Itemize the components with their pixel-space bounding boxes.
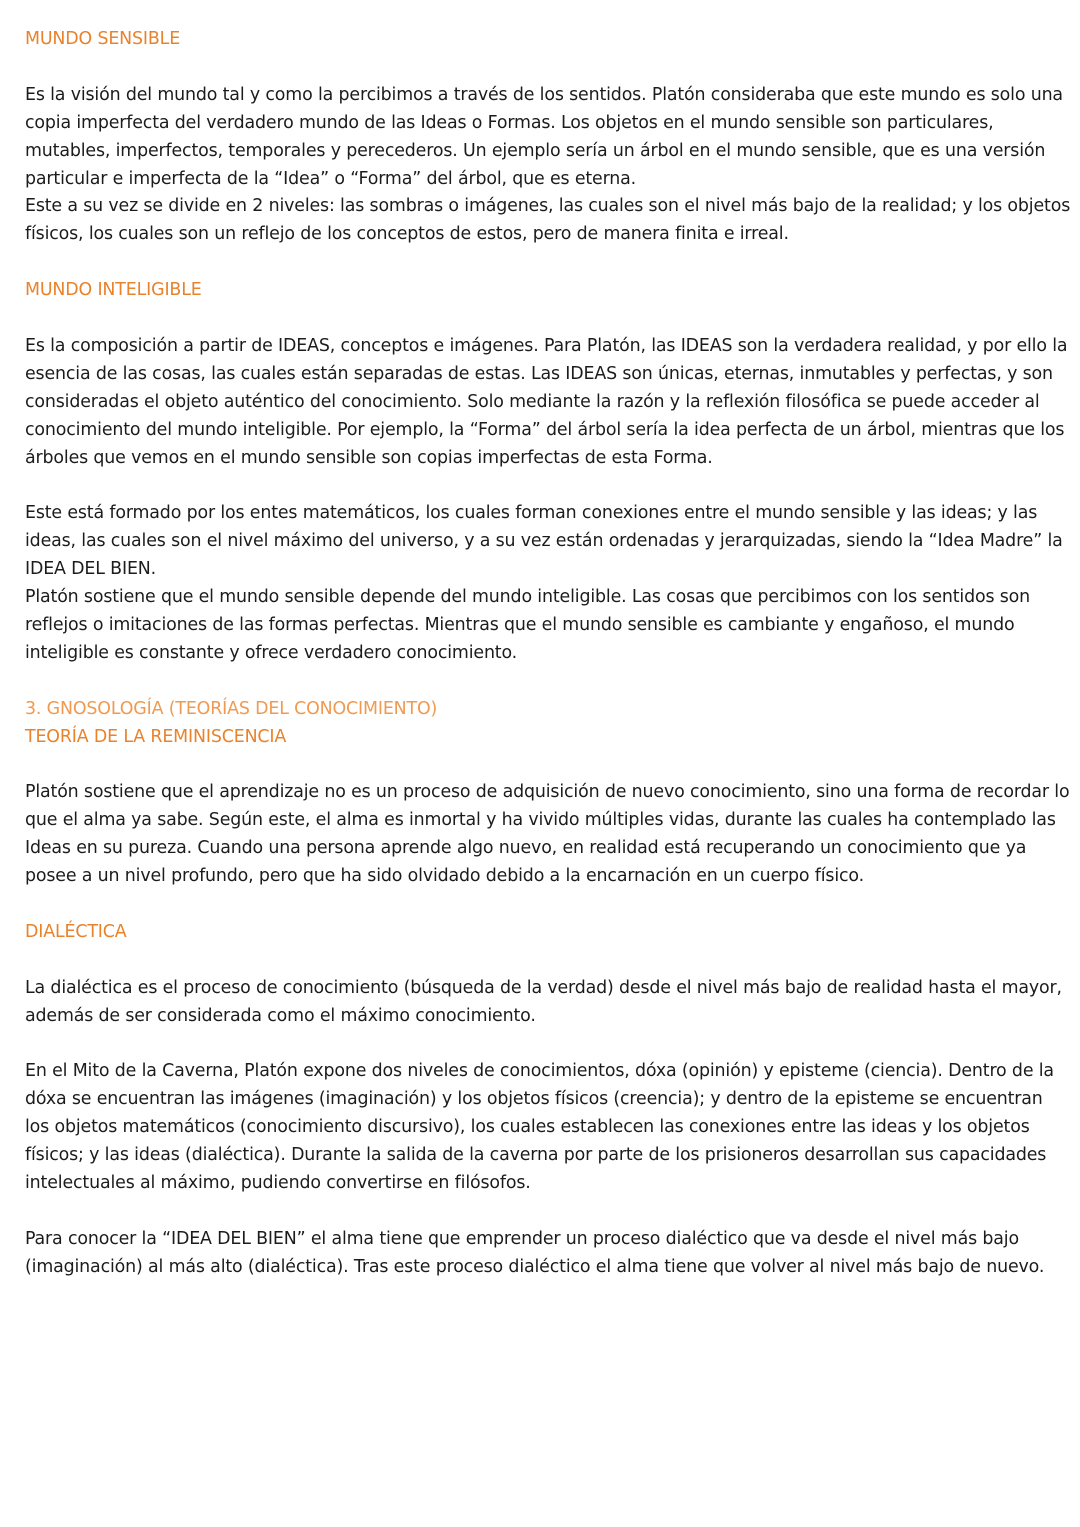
spacer [25, 249, 1071, 277]
spacer [25, 668, 1071, 696]
paragraph: Platón sostiene que el aprendizaje no es un proceso de adquisición de nuevo conocimiento, sino una forma de recordar lo que el alma ya sabe. Según este, el alma es inmortal y ha vivido múltiples vidas, durante las cuales ha contemplado las Ideas en su pureza. Cuando una persona aprende algo nuevo, en realidad está recuperando un conocimiento que ya posee a un nivel profundo, pero que ha sido olvidado debido a la encarnación en un cuerpo físico. [25, 782, 1070, 887]
paragraph: Este está formado por los entes matemáticos, los cuales forman conexiones entre el mundo sensible y las ideas; y las ideas, las cuales son el nivel máximo del universo, y a su vez están ordenadas y jerarquizadas, siendo la “Idea Madre” la IDEA DEL BIEN. [25, 503, 1063, 580]
spacer [25, 1198, 1071, 1226]
spacer [25, 305, 1071, 333]
section-heading-dialectica: DIALÉCTICA [25, 921, 127, 942]
spacer [25, 891, 1071, 919]
section-heading-mundo-inteligible: MUNDO INTELIGIBLE [25, 280, 202, 301]
paragraph: Platón sostiene que el mundo sensible depende del mundo inteligible. Las cosas que percibimos con los sentidos son reflejos o imitaciones de las formas perfectas. Mientras que el mundo sensible es cambiante y engañoso, el mundo inteligible es constante y ofrece verdadero conocimiento. [25, 587, 1031, 663]
paragraph: Es la visión del mundo tal y como la percibimos a través de los sentidos. Platón consideraba que este mundo es solo una copia imperfecta del verdadero mundo de las Ideas o Formas. Los objetos en el mundo sensible son particulares, mutables, imperfectos, temporales y perecederos. Un ejemplo sería un árbol en el mundo sensible, que es una versión particular e imperfecta de la “Idea” o “Forma” del árbol, que es eterna. [25, 84, 1063, 189]
paragraph: Es la composición a partir de IDEAS, conceptos e imágenes. Para Platón, las IDEAS son la verdadera realidad, y por ello la esencia de las cosas, las cuales están separadas de estas. Las IDEAS son únicas, eternas, inmutables y perfectas, y son consideradas el objeto auténtico del conocimiento. Solo mediante la razón y la reflexión filosófica se puede acceder al conocimiento del mundo inteligible. Por ejemplo, la “Forma” del árbol sería la idea perfecta de un árbol, mientras que los árboles que vemos en el mundo sensible son copias imperfectas de esta Forma. [25, 335, 1068, 468]
document-page [25, 26, 1071, 1282]
subheading-reminiscencia: TEORÍA DE LA REMINISCENCIA [25, 726, 287, 747]
paragraph: La dialéctica es el proceso de conocimiento (búsqueda de la verdad) desde el nivel más bajo de realidad hasta el mayor, además de ser considerada como el máximo conocimiento. [25, 977, 1062, 1026]
spacer [25, 1031, 1071, 1059]
spacer [25, 947, 1071, 975]
section-heading-mundo-sensible: MUNDO SENSIBLE [25, 29, 181, 49]
paragraph: En el Mito de la Caverna, Platón expone dos niveles de conocimientos, dóxa (opinión) y episteme (ciencia). Dentro de la dóxa se encuentran las imágenes (imaginación) y los objetos físicos (creencia); y dentro de la episteme se encuentran los objetos matemáticos (conocimiento discursivo), los cuales establecen las conexiones entre las ideas y los objetos físicos; y las ideas (dialéctica). Durante la salida de la caverna por parte de los prisioneros desarrollan sus capacidades intelectuales al máximo, pudiendo convertirse en filósofos. [25, 1061, 1054, 1194]
spacer [25, 751, 1071, 779]
spacer [25, 472, 1071, 500]
paragraph: Para conocer la “IDEA DEL BIEN” el alma tiene que emprender un proceso dialéctico que va desde el nivel más bajo (imaginación) al más alto (dialéctica). Tras este proceso dialéctico el alma tiene que volver al nivel más bajo de nuevo. [25, 1228, 1045, 1277]
spacer [25, 54, 1071, 82]
section-heading-gnosologia: 3. GNOSOLOGÍA (TEORÍAS DEL CONOCIMIENTO) [25, 698, 438, 719]
paragraph: Este a su vez se divide en 2 niveles: las sombras o imágenes, las cuales son el nivel más bajo de la realidad; y los objetos físicos, los cuales son un reflejo de los conceptos de estos, pero de manera finita e irreal. [25, 196, 1071, 245]
